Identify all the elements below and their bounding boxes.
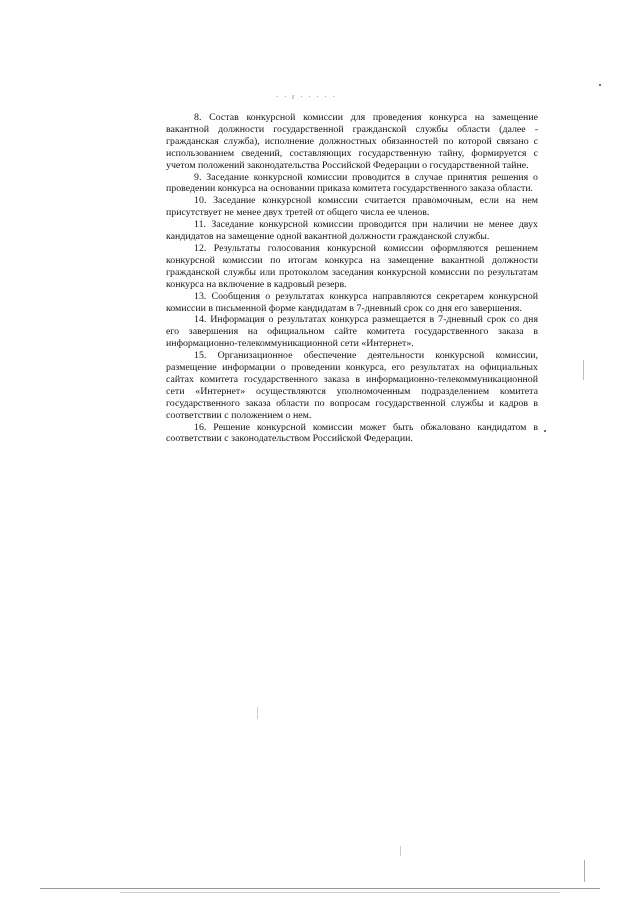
scan-mark [583, 360, 584, 380]
scan-speck [544, 430, 546, 432]
scan-mark [584, 860, 585, 882]
bottom-scan-edge-faint [120, 892, 560, 893]
paragraph-11: 11. Заседание конкурсной комиссии проводится при наличии не менее двух кандидатов на замещение одной вакантной должности гражданской службы. [166, 219, 538, 243]
scan-header-marks: · · r · · · · · [276, 93, 337, 101]
paragraph-12: 12. Результаты голосования конкурсной комиссии оформляются решением конкурсной комиссии по итогам конкурса на замещение вакантной должности гражданской службы или протоколом заседания конкурсной комиссии по результатам конкурса на включение в кадровый резерв. [166, 242, 538, 290]
scan-mark [400, 846, 401, 856]
paragraph-16: 16. Решение конкурсной комиссии может быть обжаловано кандидатом в соответствии с законодательством Российской Федерации. [166, 421, 538, 445]
paragraph-15: 15. Организационное обеспечение деятельности конкурсной комиссии, размещение информации о проведении конкурса, его результатах на официальных сайтах комитета государственного заказа в информационно-телекоммуникационной сети «Интернет» осуществляются уполномоченным подразделением комитета государственного заказа области по вопросам государственной службы и кадров в соответствии с положением о нем. [166, 350, 538, 421]
document-body [166, 112, 538, 445]
scan-mark [257, 707, 258, 719]
paragraph-9: 9. Заседание конкурсной комиссии проводится в случае принятия решения о проведении конкурса на основании приказа комитета государственного заказа области. [166, 171, 538, 195]
paragraph-8: 8. Состав конкурсной комиссии для проведения конкурса на замещение вакантной должности государственной гражданской службы области (далее - гражданская служба), исполнение должностных обязанностей по которой связано с использованием сведений, составляющих государственную тайну, формируется с учетом положений законодательства Российской Федерации о государственной тайне. [166, 112, 538, 171]
scan-speck [599, 84, 601, 86]
paragraph-10: 10. Заседание конкурсной комиссии считается правомочным, если на нем присутствует не менее двух третей от общего числа ее членов. [166, 195, 538, 219]
bottom-scan-edge [40, 888, 600, 889]
paragraph-13: 13. Сообщения о результатах конкурса направляются секретарем конкурсной комиссии в письменной форме кандидатам в 7-дневный срок со дня его завершения. [166, 290, 538, 314]
paragraph-14: 14. Информация о результатах конкурса размещается в 7-дневный срок со дня его завершения на официальном сайте комитета государственного заказа в информационно-телекоммуникационной сети «Интернет». [166, 314, 538, 350]
